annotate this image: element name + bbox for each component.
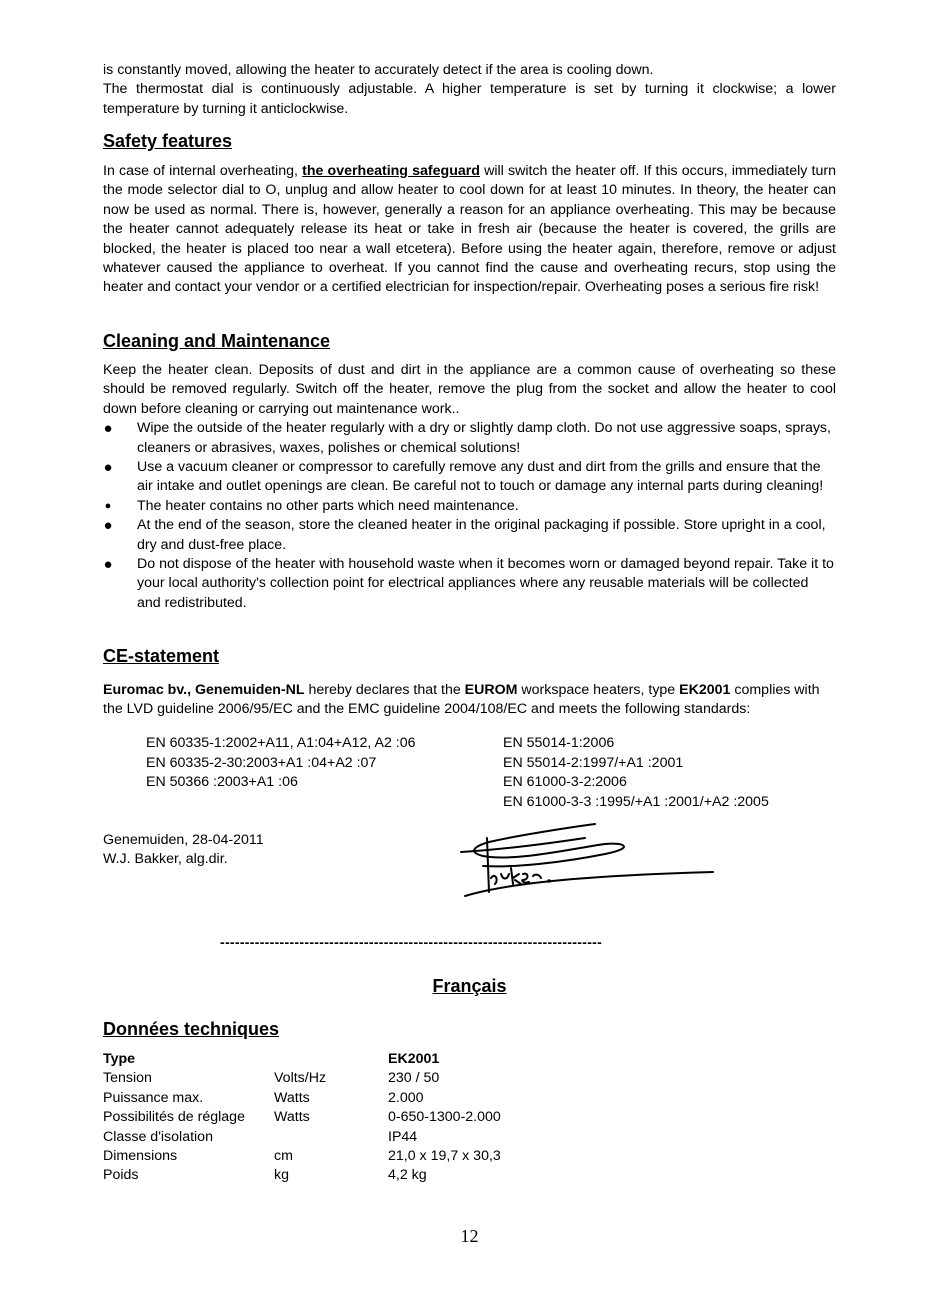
section-separator: ----------------------------------------------------------------------------- <box>220 934 603 950</box>
spec-value: 21,0 x 19,7 x 30,3 <box>388 1147 501 1164</box>
intro-line-1: is constantly moved, allowing the heater to accurately detect if the area is cooling down. <box>103 62 654 78</box>
list-item: ● Wipe the outside of the heater regularly with a dry or slightly damp cloth. Do not use aggressive soaps, sprays, cleaners or abrasives, waxes, polishes or chemical solutions! <box>103 420 831 456</box>
bullet-icon: ● <box>104 499 112 512</box>
standard-item: EN 61000-3-2:2006 <box>503 774 627 791</box>
bullet-icon: ● <box>103 517 113 535</box>
spec-value: IP44 <box>388 1128 418 1145</box>
language-heading: Français <box>432 976 507 996</box>
spec-label: Classe d'isolation <box>103 1128 213 1145</box>
standard-item: EN 60335-2-30:2003+A1 :04+A2 :07 <box>146 754 377 771</box>
spec-unit: Volts/Hz <box>274 1070 327 1087</box>
spec-label: Tension <box>103 1070 152 1087</box>
signatory-name: W.J. Bakker, alg.dir. <box>103 851 228 868</box>
bullet-icon: ● <box>103 420 113 438</box>
list-item: ● At the end of the season, store the cleaned heater in the original packaging if possible. Store upright in a cool, dry and dust-free place. <box>103 517 826 553</box>
safety-text-before: In case of internal overheating, <box>103 163 303 179</box>
spec-value: 230 / 50 <box>388 1070 440 1087</box>
spec-unit: Watts <box>274 1109 310 1126</box>
cleaning-intro: Keep the heater clean. Deposits of dust and dirt in the appliance are a common cause of overheating so these should be removed regularly. Switch off the heater, remove the plug from the socket and allow the heater to cool down before cleaning or carrying out maintenance work.. <box>103 362 836 417</box>
spec-value: 0-650-1300-2.000 <box>388 1109 501 1126</box>
spec-unit: cm <box>274 1147 293 1164</box>
handwritten-signature <box>455 818 720 908</box>
list-item: ● Do not dispose of the heater with household waste when it becomes worn or damaged beyond repair. Take it to your local authority's collection point for electrical appliances where any reusable materials will be collected and redistributed. <box>103 556 834 611</box>
safety-text-after: will switch the heater off. If this occurs, immediately turn the mode selector dial to O, unplug and allow heater to cool down for at least 10 minutes. In theory, the heater can now be used as normal. There is, however, generally a reason for an appliance overheating. This may be because the heater cannot adequately release its heat or take in fresh air (because the heater is covered, the grills are blocked, the heater is placed too near a wall etcetera). Before using the heater again, therefore, remove or adjust whatever caused the appliance to overheat. If you cannot find the cause and overheating recurs, stop using the heater and contact your vendor or a certified electrician for inspection/repair. Overheating poses a serious fire risk! <box>103 163 836 296</box>
safety-heading: Safety features <box>103 131 233 151</box>
model-number: EK2001 <box>679 682 731 698</box>
spec-label: Dimensions <box>103 1147 178 1164</box>
place-date: Genemuiden, 28-04-2011 <box>103 832 264 848</box>
company-name: Euromac bv., Genemuiden-NL <box>103 682 305 698</box>
spec-label: Type <box>103 1051 136 1067</box>
bullet-icon: ● <box>103 556 113 574</box>
standard-item: EN 55014-2:1997/+A1 :2001 <box>503 754 684 771</box>
spec-value: 2.000 <box>388 1089 424 1106</box>
standard-item: EN 55014-1:2006 <box>503 735 615 751</box>
brand-name: EUROM <box>464 682 518 698</box>
safety-paragraph <box>103 162 836 298</box>
signature-block <box>103 831 264 870</box>
standard-item: EN 50366 :2003+A1 :06 <box>146 774 298 791</box>
standards-left-column <box>146 734 416 793</box>
ce-statement-paragraph: Euromac bv., Genemuiden-NL hereby declares that the EUROM workspace heaters, type EK2001 complies with the LVD guideline 2006/95/EC and the EMC guideline 2004/108/EC and meets the following standards: <box>103 682 820 718</box>
cleaning-bullet-list <box>103 419 836 613</box>
overheating-safeguard-term: the overheating safeguard <box>302 163 480 179</box>
spec-value: 4,2 kg <box>388 1167 427 1184</box>
spec-label: Puissance max. <box>103 1089 204 1106</box>
spec-unit: kg <box>274 1167 289 1184</box>
spec-label: Possibilités de réglage <box>103 1109 245 1126</box>
cleaning-section <box>103 361 836 613</box>
tech-heading: Données techniques <box>103 1019 280 1039</box>
bullet-icon: ● <box>103 459 113 477</box>
list-item: ● The heater contains no other parts which need maintenance. <box>103 497 836 516</box>
standards-right-column <box>503 734 769 812</box>
standard-item: EN 61000-3-3 :1995/+A1 :2001/+A2 :2005 <box>503 793 769 810</box>
intro-paragraph <box>103 61 836 119</box>
intro-line-2: The thermostat dial is continuously adjustable. A higher temperature is set by turning it clockwise; a lower temperature by turning it anticlockwise. <box>103 81 836 117</box>
list-item: ● Use a vacuum cleaner or compressor to carefully remove any dust and dirt from the grills and ensure that the air intake and outlet openings are clean. Be careful not to touch or damage any internal parts during cleaning! <box>103 459 824 495</box>
spec-value: EK2001 <box>388 1051 440 1067</box>
spec-unit: Watts <box>274 1089 310 1106</box>
page-number: 12 <box>460 1226 479 1246</box>
standard-item: EN 60335-1:2002+A11, A1:04+A12, A2 :06 <box>146 735 416 751</box>
ce-heading: CE-statement <box>103 646 220 666</box>
cleaning-heading: Cleaning and Maintenance <box>103 331 331 351</box>
spec-label: Poids <box>103 1167 139 1184</box>
